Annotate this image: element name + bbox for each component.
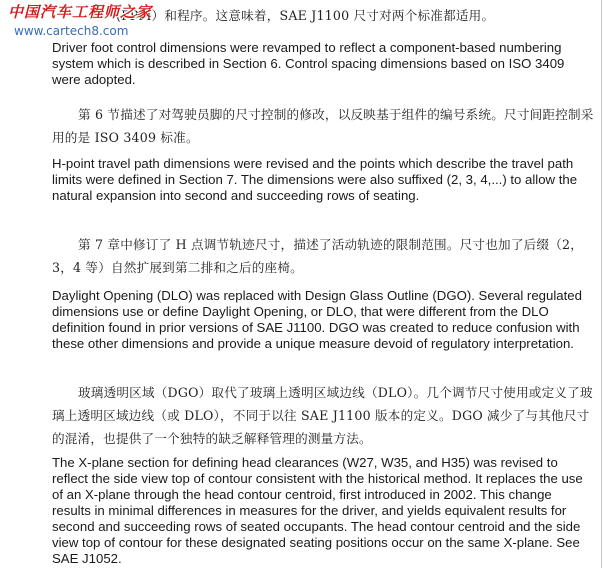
paragraph-zh-3: 玻璃透明区域（DGO）取代了玻璃上透明区域边线（DLO）。几个调节尺寸使用或定义了玻璃上透明区域边线（或 DLO），不同于以往 SAE J1100 版本的定义。DGO 减少了与其他尺寸的混淆，也提供了一个独特的缺乏解释管理的测量方法。: [52, 385, 593, 446]
paragraph-en-2: H-point travel path dimensions were revised and the points which describe the travel path limits were defined in Section 7. The dimensions were also suffixed (2, 3, 4,...) to allow the natural expansion into second and succeeding rows of seating.: [52, 156, 578, 203]
page-edge-rule: [601, 0, 602, 568]
watermark-url: www.cartech8.com: [14, 24, 129, 38]
paragraph-en-4: The X-plane section for defining head clearances (W27, W35, and H35) was revised to reflect the side view top of contour consistent with the historical method. It replaces the use of an X-plane through the head contour centroid, first introduced in 2002. This change results in minimal differences in measures for the driver, and yields equivalent results for second and succeeding rows of seated occupants. The head contour centroid and the side view top of contour for these designated seating positions occur on the same X-plane. See SAE J1052.: [52, 455, 583, 566]
site-watermark: [8, 1, 152, 38]
paragraph-zh-2: 第 7 章中修订了 H 点调节轨迹尺寸，描述了活动轨迹的限制范围。尺寸也加了后缀（2，3，4 等）自然扩展到第二排和之后的座椅。: [52, 237, 583, 275]
watermark-title: 中国汽车工程师之家: [8, 3, 153, 21]
paragraph-zh-1: 第 6 节描述了对驾驶员脚的尺寸控制的修改，以反映基于组件的编号系统。尺寸间距控制采用的是 ISO 3409 标准。: [52, 107, 594, 145]
paragraph-zh-0: (PPM）和程序。这意味着，SAE J1100 尺寸对两个标准都适用。: [116, 8, 495, 23]
paragraph-en-3: Daylight Opening (DLO) was replaced with Design Glass Outline (DGO). Several regulated dimensions use or define Daylight Opening, or DLO, that were different from the DLO definition found in prior versions of SAE J1100. DGO was created to reduce confusion with these other dimensions and provide a unique measure devoid of regulatory interpretation.: [52, 288, 582, 351]
paragraph-en-1: Driver foot control dimensions were revamped to reflect a component-based numbering system which is described in Section 6. Control spacing dimensions based on ISO 3409 were adopted.: [52, 40, 565, 87]
